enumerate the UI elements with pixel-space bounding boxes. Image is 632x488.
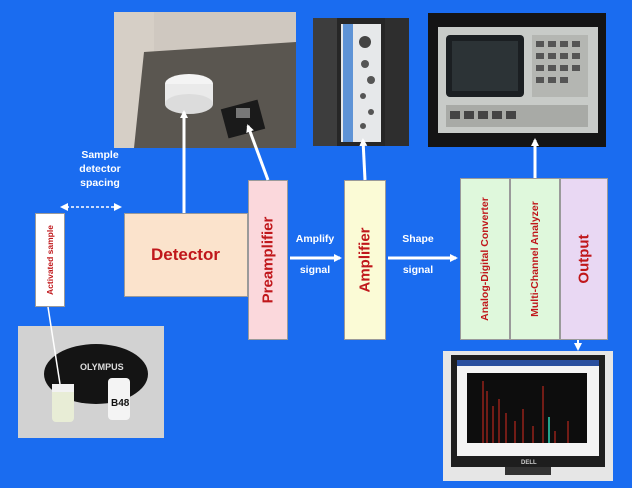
shape-signal-label-bottom: signal (402, 264, 434, 276)
olympus-text: OLYMPUS (80, 362, 124, 372)
mca-label: Multi-Channel Analyzer (529, 201, 541, 317)
amplify-signal-label-top: Amplify (295, 233, 335, 245)
detector-label: Detector (151, 245, 220, 264)
amplifier-label: Amplifier (356, 227, 374, 293)
preamplifier-label: Preamplifier (259, 216, 277, 304)
arrow-amplifier-up (363, 140, 365, 180)
amplify-signal-label-bottom: signal (299, 264, 331, 276)
sample-detector-spacing-label: Sample detector spacing (79, 149, 121, 189)
monitor-brand-text: DELL (521, 460, 537, 466)
line-sample-to-vial (48, 307, 60, 384)
activated-sample-label: Activated sample (45, 225, 55, 295)
adc-label: Analog-Digital Converter (479, 197, 491, 321)
arrow-preamp-up (248, 126, 268, 180)
shape-signal-label-top: Shape (402, 233, 434, 245)
output-label: Output (575, 234, 593, 284)
vial-label-text: B48 (111, 398, 130, 409)
